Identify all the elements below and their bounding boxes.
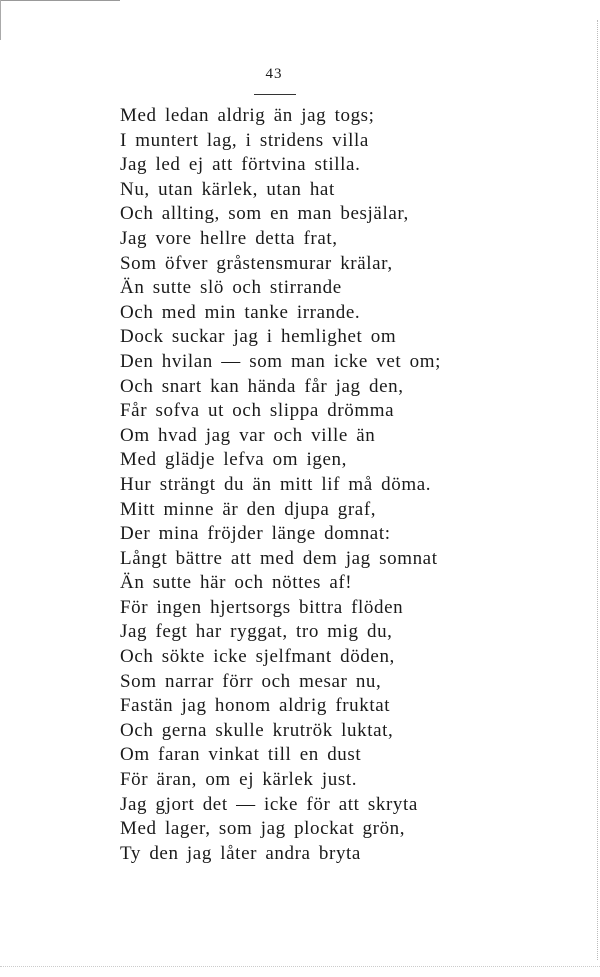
page-number: 43	[265, 66, 283, 82]
poem-line: Och snart kan hända får jag den,	[120, 375, 404, 397]
poem-line: Och allting, som en man besjälar,	[120, 203, 409, 225]
poem-line: För äran, om ej kärlek just.	[120, 769, 358, 791]
poem-line: Dock suckar jag i hemlighet om	[120, 326, 397, 348]
poem-line: I muntert lag, i stridens villa	[120, 129, 369, 151]
poem-line: Der mina fröjder länge domnat:	[120, 523, 391, 545]
poem-line: Jag fegt har ryggat, tro mig du,	[120, 621, 393, 643]
poem-line: Nu, utan kärlek, utan hat	[120, 178, 335, 200]
scan-edge-bottom	[0, 965, 600, 967]
poem-line: Om faran vinkat till en dust	[120, 744, 362, 766]
scan-edge-left	[0, 0, 1, 40]
poem-line: Än sutte här och nöttes af!	[120, 572, 353, 594]
poem-line: Jag vore hellre detta frat,	[120, 227, 338, 249]
poem-line: För ingen hjertsorgs bittra flöden	[120, 596, 404, 618]
poem-line: Hur strängt du än mitt lif må döma.	[120, 473, 432, 495]
poem-line: Mitt minne är den djupa graf,	[120, 498, 377, 520]
poem-line: Som öfver gråstensmurar krälar,	[120, 252, 393, 274]
poem-line: Med lager, som jag plockat grön,	[120, 818, 406, 840]
scan-edge-right	[596, 20, 598, 960]
poem-line: Jag led ej att förtvina stilla.	[120, 154, 361, 176]
poem-line: Den hvilan — som man icke vet om;	[120, 350, 441, 372]
poem-line: Som narrar förr och mesar nu,	[120, 670, 382, 692]
poem-line: Om hvad jag var och ville än	[120, 424, 376, 446]
poem-line: Får sofva ut och slippa drömma	[120, 400, 395, 422]
scan-edge-top	[0, 0, 120, 1]
page-number-rule	[254, 94, 296, 95]
poem-line: Jag gjort det — icke för att skryta	[120, 793, 418, 815]
poem-line: Med ledan aldrig än jag togs;	[120, 105, 375, 126]
poem-line: Och med min tanke irrande.	[120, 301, 361, 323]
poem-line: Med glädje lefva om igen,	[120, 449, 347, 471]
poem-line: Fastän jag honom aldrig fruktat	[120, 695, 391, 717]
poem-line: Än sutte slö och stirrande	[120, 277, 342, 299]
poem-line: Ty den jag låter andra bryta	[120, 842, 361, 864]
poem-line: Och gerna skulle krutrök luktat,	[120, 719, 394, 741]
poem-line: Långt bättre att med dem jag somnat	[120, 547, 438, 569]
poem-line: Och sökte icke sjelfmant döden,	[120, 646, 395, 668]
poem-text	[120, 104, 580, 866]
